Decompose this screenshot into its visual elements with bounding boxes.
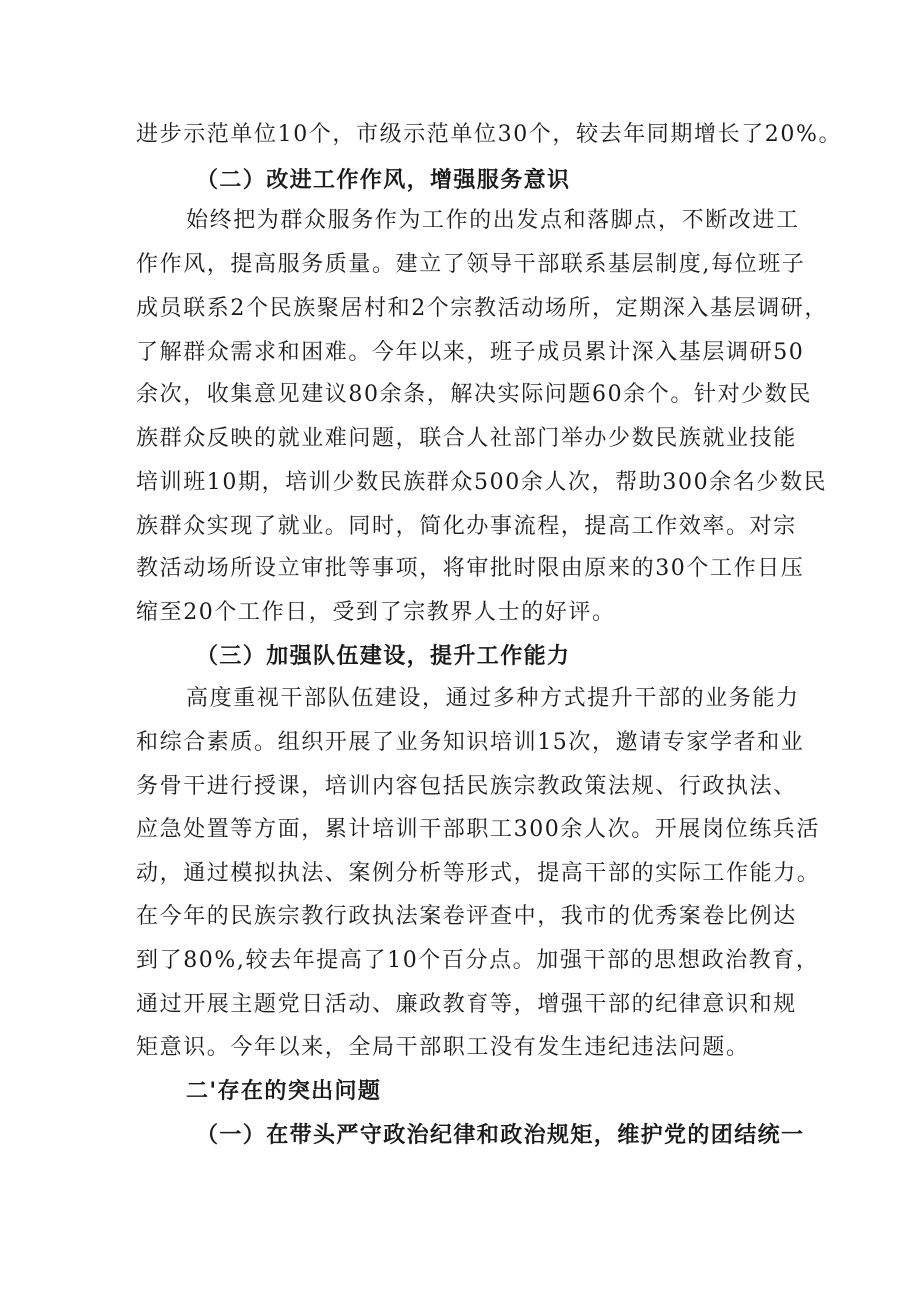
paragraph-line: 动，通过模拟执法、案例分析等形式，提高干部的实际工作能力。 <box>136 861 821 886</box>
paragraph-line: 族群众实现了就业。同时，简化办事流程，提高工作效率。对宗 <box>136 514 797 539</box>
section-heading: 二'存在的突出问题 <box>186 1078 382 1104</box>
paragraph-line: 通过开展主题党日活动、廉政教育等，增强干部的纪律意识和规 <box>136 992 797 1017</box>
paragraph-line: 作作风，提高服务质量。建立了领导干部联系基层制度,每位班子 <box>136 252 806 277</box>
paragraph-line: 高度重视干部队伍建设，通过多种方式提升干部的业务能力 <box>186 686 800 711</box>
paragraph-line: 矩意识。今年以来，全局干部职工没有发生违纪违法问题。 <box>136 1035 750 1060</box>
paragraph-line: 了解群众需求和困难。今年以来，班子成员累计深入基层调研50 <box>136 340 805 365</box>
paragraph-line: 培训班10期，培训少数民族群众500余人次，帮助300余名少数民 <box>136 470 828 495</box>
paragraph-line: 缩至20个工作日，受到了宗教界人士的好评。 <box>136 600 616 625</box>
paragraph-line: 成员联系2个民族聚居村和2个宗教活动场所，定期深入基层调研， <box>136 296 828 321</box>
section-heading: （二）改进工作作风，增强服务意识 <box>196 167 571 193</box>
paragraph-line: 在今年的民族宗教行政执法案卷评查中，我市的优秀案卷比例达 <box>136 904 797 929</box>
paragraph-line: 余次，收集意见建议80余条，解决实际问题60余个。针对少数民 <box>136 382 812 407</box>
paragraph-line: 族群众反映的就业难问题，联合人社部门举办少数民族就业技能 <box>136 426 797 451</box>
paragraph-line: 到了80%,较去年提高了10个百分点。加强干部的思想政治教育， <box>136 948 820 973</box>
paragraph-line: 和综合素质。组织开展了业务知识培训15次，邀请专家学者和业 <box>136 730 805 755</box>
paragraph-line: 始终把为群众服务作为工作的出发点和落脚点，不断改进工 <box>186 208 800 233</box>
section-heading: （三）加强队伍建设，提升工作能力 <box>196 643 571 669</box>
paragraph-line: 务骨干进行授课，培训内容包括民族宗教政策法规、行政执法、 <box>136 774 797 799</box>
paragraph-line: 进步示范单位10个，市级示范单位30个，较去年同期增长了20%。 <box>136 122 843 147</box>
subsection-heading: （一）在带头严守政治纪律和政治规矩，维护党的团结统一 <box>196 1122 805 1148</box>
paragraph-line: 教活动场所设立审批等事项，将审批时限由原来的30个工作日压 <box>136 556 805 581</box>
paragraph-line: 应急处置等方面，累计培训干部职工300余人次。开展岗位练兵活 <box>136 817 820 842</box>
